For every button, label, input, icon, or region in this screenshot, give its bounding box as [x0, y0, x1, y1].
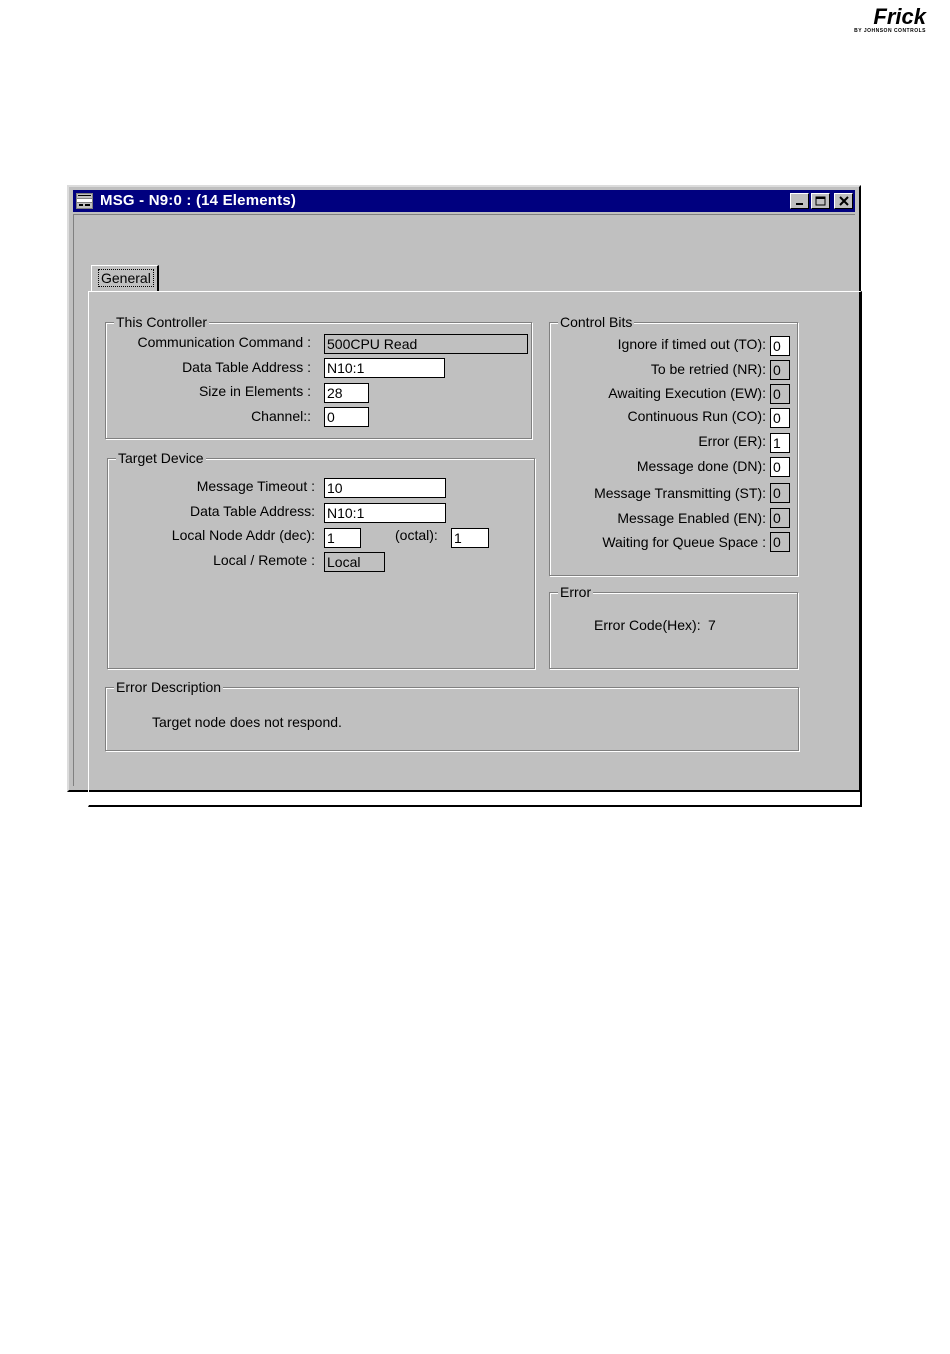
title-bar[interactable] [73, 190, 855, 212]
channel-label: Channel:: [251, 408, 311, 424]
window-client-area [73, 214, 855, 786]
error-code-label: Error Code(Hex): [594, 617, 701, 633]
tab-general-label: General [98, 269, 154, 287]
frick-logo [848, 6, 926, 35]
bit-queue-label: Waiting for Queue Space : [602, 534, 766, 550]
close-button[interactable] [834, 193, 853, 209]
bit-st-label: Message Transmitting (ST): [594, 485, 766, 501]
msg-window-icon[interactable] [76, 193, 93, 209]
bit-nr-field[interactable]: 0 [770, 360, 790, 380]
message-timeout-label: Message Timeout : [196, 478, 315, 494]
size-in-elements-label: Size in Elements : [198, 383, 311, 399]
bit-to-field[interactable]: 0 [770, 336, 790, 356]
bit-queue-field[interactable]: 0 [770, 532, 790, 552]
size-in-elements-field[interactable]: 28 [324, 383, 369, 403]
this-controller-legend: This Controller [116, 314, 208, 330]
bit-ew-label: Awaiting Execution (EW): [608, 385, 766, 401]
minimize-icon [795, 196, 805, 206]
minimize-button[interactable] [790, 193, 809, 209]
error-legend: Error [560, 584, 592, 600]
target-data-table-address-field[interactable]: N10:1 [324, 503, 446, 523]
local-remote-label: Local / Remote : [213, 552, 315, 568]
target-device-legend: Target Device [118, 450, 204, 466]
this-controller-group [105, 314, 532, 439]
bit-er-field[interactable]: 1 [770, 433, 790, 453]
tab-general[interactable] [91, 265, 159, 291]
bit-nr-label: To be retried (NR): [650, 361, 766, 377]
msg-window [67, 185, 861, 792]
error-description-text: Target node does not respond. [152, 714, 342, 730]
target-device-group [107, 450, 535, 669]
octal-label: (octal): [395, 527, 438, 543]
logo-tagline: BY JOHNSON CONTROLS [854, 28, 926, 34]
bit-en-label: Message Enabled (EN): [617, 510, 766, 526]
target-data-table-address-label: Data Table Address: [189, 503, 315, 519]
local-node-addr-label: Local Node Addr (dec): [171, 527, 315, 543]
message-timeout-field[interactable]: 10 [324, 478, 446, 498]
bit-en-field[interactable]: 0 [770, 508, 790, 528]
error-group [549, 584, 798, 669]
local-remote-field[interactable]: Local [324, 552, 385, 572]
close-icon [839, 196, 849, 206]
error-description-legend: Error Description [116, 679, 222, 695]
data-table-address-field[interactable]: N10:1 [324, 358, 445, 378]
bit-dn-label: Message done (DN): [636, 458, 766, 474]
communication-command-field[interactable]: 500CPU Read [324, 334, 528, 354]
data-table-address-label: Data Table Address : [182, 359, 311, 375]
bit-er-label: Error (ER): [698, 433, 766, 449]
general-panel [88, 291, 862, 807]
bit-st-field[interactable]: 0 [770, 483, 790, 503]
error-code-value: 7 [708, 617, 716, 633]
error-description-group [105, 679, 799, 751]
maximize-icon [815, 196, 826, 206]
communication-command-label: Communication Command : [137, 334, 311, 350]
bit-co-label: Continuous Run (CO): [627, 408, 766, 424]
control-bits-group [549, 314, 798, 576]
channel-field[interactable]: 0 [324, 407, 369, 427]
bit-ew-field[interactable]: 0 [770, 384, 790, 404]
bit-dn-field[interactable]: 0 [770, 457, 790, 477]
control-bits-legend: Control Bits [560, 314, 633, 330]
logo-brand: Frick [873, 4, 926, 29]
bit-co-field[interactable]: 0 [770, 408, 790, 428]
bit-to-label: Ignore if timed out (TO): [617, 336, 766, 352]
window-title: MSG - N9:0 : (14 Elements) [100, 192, 297, 209]
maximize-button[interactable] [811, 193, 830, 209]
octal-field[interactable]: 1 [451, 528, 489, 548]
local-node-addr-field[interactable]: 1 [324, 528, 361, 548]
